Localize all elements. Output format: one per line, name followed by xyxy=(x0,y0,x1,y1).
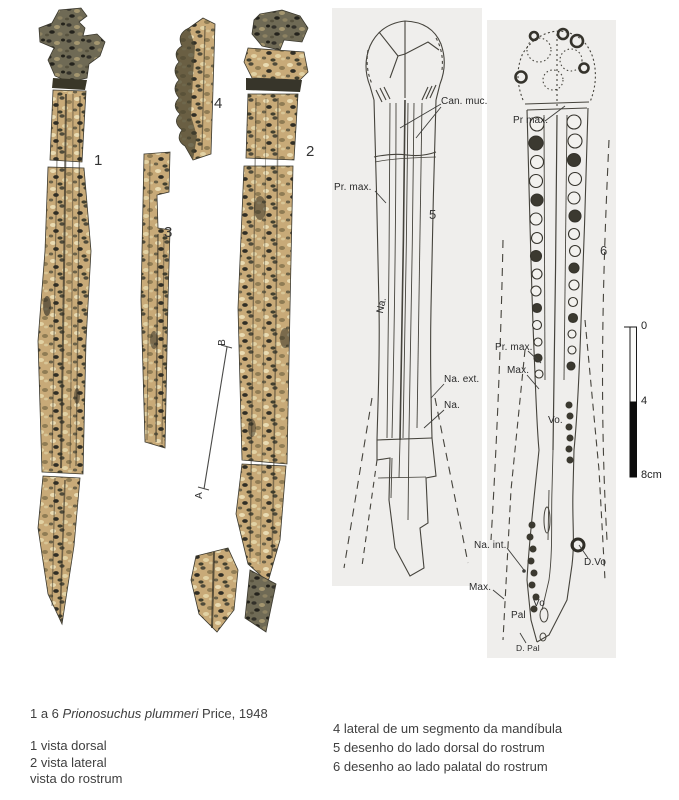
caption-title-suffix: Price, 1948 xyxy=(198,706,268,721)
fig5-label-pr-max: Pr. max. xyxy=(334,182,372,193)
fig6-naris-interna xyxy=(544,507,550,533)
specimen-1-number: 1 xyxy=(94,152,103,169)
caption-item-5: 5 desenho do lado dorsal do rostrum xyxy=(333,740,545,755)
ab-line-a-label: A xyxy=(193,492,205,499)
fig5-label-na-vertical: Na. xyxy=(374,296,389,315)
specimen-2-photo xyxy=(190,8,322,636)
caption-title-prefix: 1 a 6 xyxy=(30,706,63,721)
specimen-1-dark-patch xyxy=(43,296,51,316)
specimen-3-number: 3 xyxy=(164,224,173,241)
specimen-2-dark-patch xyxy=(248,419,256,437)
fig6-tooth-patch-right-lower xyxy=(566,402,574,464)
fig6-label-pal: Pal xyxy=(511,610,526,621)
caption-item-1: 1 vista dorsal xyxy=(30,738,107,753)
specimen-2-skull-head xyxy=(252,10,308,50)
specimen-2-shoulder xyxy=(244,48,308,80)
specimen-2-number: 2 xyxy=(306,143,315,160)
caption-title xyxy=(30,706,268,721)
caption-species-name: Prionosuchus plummeri xyxy=(62,706,199,721)
fig5-reconstruction-dash-left xyxy=(344,398,372,568)
fig6-dvo-foramen xyxy=(572,539,584,551)
fig6-label-max-upper: Max. xyxy=(507,365,530,376)
fig6-label-vo-lower: Vo xyxy=(533,598,545,609)
fig6-tooth-row-left xyxy=(529,117,544,378)
specimen-1-dark-patch xyxy=(74,388,80,404)
fig6-tooth-row-right xyxy=(567,115,582,370)
figure5-number: 5 xyxy=(429,207,437,222)
fig6-label-max-lower: Max. xyxy=(469,582,492,593)
fig5-left-edge xyxy=(374,100,379,440)
fig5-broken-tip xyxy=(377,438,436,576)
specimen-3-photo xyxy=(130,150,180,452)
fig6-skull-openings xyxy=(516,29,589,83)
scale-bar-lower-half xyxy=(630,402,637,477)
fig6-label-pr-max-top: Pr max. xyxy=(513,115,549,126)
specimen-2-dark-band xyxy=(246,78,302,92)
specimen-1-photo xyxy=(25,6,110,631)
fig6-label-vo-upper: Vo. xyxy=(548,415,563,426)
scale-bar-label-0: 0 xyxy=(641,320,648,332)
specimen-2-dark-patch xyxy=(280,328,290,348)
figure5-panel xyxy=(332,8,482,586)
fig5-reconstruction-dash-right xyxy=(435,398,468,563)
specimen-2-dark-patch xyxy=(254,196,266,220)
specimen-2-upper-shaft xyxy=(246,94,298,160)
specimen-1-lower-shaft xyxy=(38,476,80,624)
fig6-label-d-pal: D. Pal xyxy=(516,643,540,653)
fig6-label-na-int: Na. int. xyxy=(474,540,507,551)
specimen-3-dark-patch xyxy=(150,331,158,349)
figure6-number: 6 xyxy=(600,243,608,258)
caption-item-4: 4 lateral de um segmento da mandíbula xyxy=(333,721,563,736)
specimen-4-number: 4 xyxy=(214,95,223,112)
specimen-2-tip-fragment xyxy=(245,570,276,632)
specimen-1-dark-band xyxy=(52,78,87,90)
fig5-label-can-muc: Can. muc. xyxy=(441,96,488,107)
specimen-1-skull-head xyxy=(39,8,105,82)
fig6-reconstruction-dash-right xyxy=(585,320,605,580)
caption-item-6: 6 desenho ao lado palatal do rostrum xyxy=(333,759,548,774)
scale-bar-label-8cm: 8cm xyxy=(641,469,662,481)
fig5-label-na: Na. xyxy=(444,400,460,411)
fig5-right-edge xyxy=(431,100,436,438)
fig6-label-pr-max: Pr. max. xyxy=(495,342,533,353)
scale-bar-label-4: 4 xyxy=(641,395,648,407)
specimen-3-shaft xyxy=(141,152,173,448)
figure5-drawing xyxy=(332,8,482,586)
caption-item-2: 2 vista lateral xyxy=(30,755,107,770)
ab-line-b-label: B xyxy=(216,339,228,346)
fig5-label-na-ext: Na. ext. xyxy=(444,374,480,385)
scale-bar-upper-half xyxy=(630,327,637,402)
fig6-label-d-vo: D.Vo xyxy=(584,557,607,568)
fig6-lower-right-edge xyxy=(537,450,574,642)
caption-item-3: vista do rostrum xyxy=(30,771,123,786)
scale-bar xyxy=(624,327,637,477)
fig6-vomer-midline xyxy=(553,115,557,450)
fig6-reconstruction-dash-left xyxy=(503,350,525,640)
